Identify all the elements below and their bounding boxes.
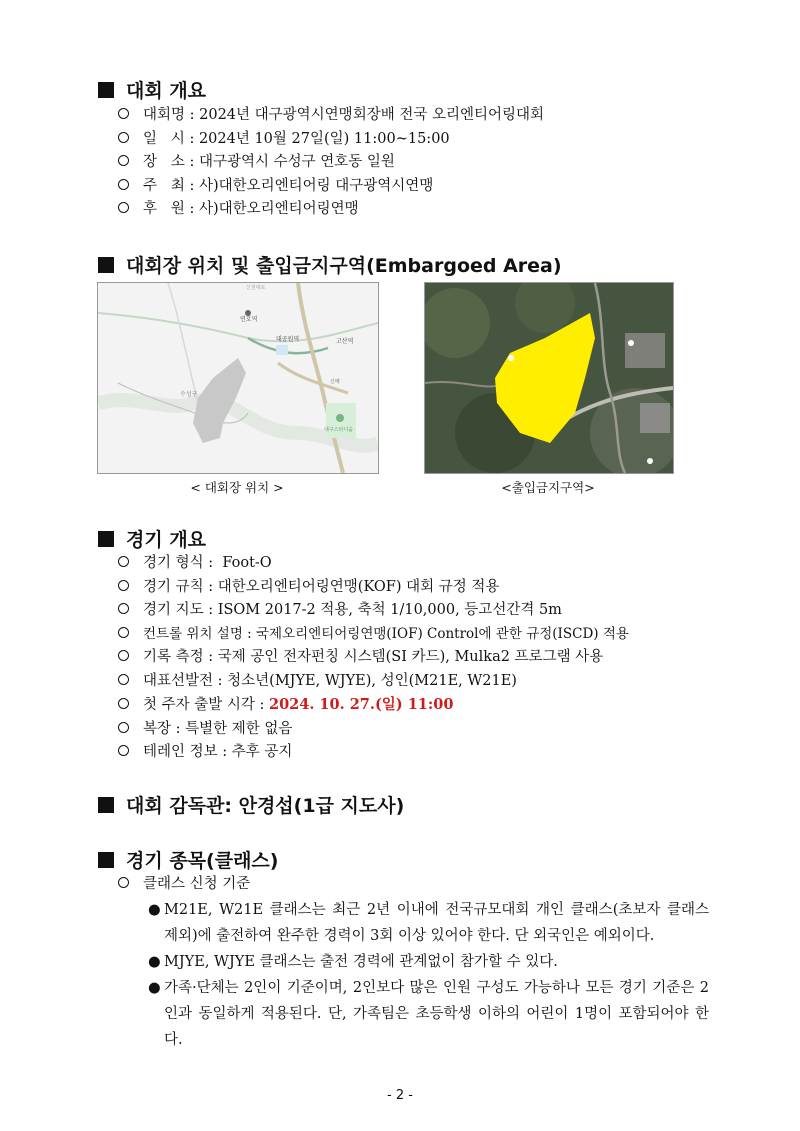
map-label-gosan: 고산역 xyxy=(336,338,354,345)
circle-bullet-icon xyxy=(118,650,129,661)
rule-item: ● 가족·단체는 2인이 기준이며, 2인보다 많은 인원 구성도 가능하나 모든 경기 기준은 2인과 동일하게 적용된다. 단, 가족팀은 초등학생 이하의 어린이 1명이 포함되어야 한다. xyxy=(148,980,709,1048)
section-title-classes: 경기 종목(클래스) xyxy=(98,846,278,873)
overview-list xyxy=(118,104,544,222)
circle-bullet-icon xyxy=(118,603,129,614)
class-rules-list xyxy=(144,897,709,1053)
list-item: 일 시 : 2024년 10월 27일(일) 11:00~15:00 xyxy=(118,128,544,152)
list-item: 후 원 : 사)대한오리엔티어링연맹 xyxy=(118,198,544,222)
circle-bullet-icon xyxy=(118,722,129,733)
map-label-top: 신천대로 xyxy=(246,285,266,291)
square-bullet-icon xyxy=(98,852,114,868)
circle-bullet-icon xyxy=(118,155,129,166)
embargo-map-caption: <출입금지구역> xyxy=(501,480,595,495)
circle-bullet-icon xyxy=(118,132,129,143)
square-bullet-icon xyxy=(98,797,114,813)
list-item: 대회명 : 2024년 대구광역시연맹회장배 전국 오리엔티어링대회 xyxy=(118,104,544,128)
circle-bullet-icon xyxy=(118,698,129,709)
list-item: 복장 : 특별한 제한 없음 xyxy=(118,718,629,742)
list-item: 경기 지도 : ISOM 2017-2 적용, 축척 1/10,000, 등고선간격 5m xyxy=(118,599,629,623)
circle-bullet-icon xyxy=(118,202,129,213)
venue-location-map xyxy=(97,282,379,474)
circle-bullet-icon xyxy=(118,179,129,190)
section-title-location: 대회장 위치 및 출입금지구역(Embargoed Area) xyxy=(98,251,562,278)
rule-item: ● MJYE, WJYE 클래스는 출전 경력에 관계없이 참가할 수 있다. xyxy=(148,954,558,970)
classes-intro-list xyxy=(118,873,250,897)
list-item: 기록 측정 : 국제 공인 전자펀칭 시스템(SI 카드), Mulka2 프로그램 사용 xyxy=(118,646,629,670)
circle-bullet-icon xyxy=(118,627,129,638)
rule-item: ● M21E, W21E 클래스는 최근 2년 이내에 전국규모대회 개인 클래스(초보자 클래스 제외)에 출전하여 완주한 경력이 3회 이상 있어야 한다. 단 외국인은 예외이다. xyxy=(148,902,709,944)
circle-bullet-icon xyxy=(118,556,129,567)
venue-map-caption: < 대회장 위치 > xyxy=(190,480,284,495)
embargoed-area-map xyxy=(424,282,674,474)
list-item: 컨트롤 위치 설명 : 국제오리엔티어링연맹(IOF) Control에 관한 규정(ISCD) 적용 xyxy=(118,623,629,647)
map-label-park: 대공원역 xyxy=(276,336,300,343)
circle-bullet-icon xyxy=(118,745,129,756)
map-label-road: 신매 xyxy=(330,379,340,385)
circle-bullet-icon xyxy=(118,580,129,591)
circle-bullet-icon xyxy=(118,674,129,685)
section-title-supervisor: 대회 감독관: 안경섭(1급 지도사) xyxy=(98,791,404,818)
section-title-overview: 대회 개요 xyxy=(98,76,206,103)
start-time-value: 2024. 10. 27.(일) 11:00 xyxy=(268,696,454,713)
square-bullet-icon xyxy=(98,257,114,273)
list-item: 첫 주자 출발 시각 : 2024. 10. 27.(일) 11:00 xyxy=(118,693,629,718)
list-item: 대표선발전 : 청소년(MJYE, WJYE), 성인(M21E, W21E) xyxy=(118,670,629,694)
circle-bullet-icon xyxy=(118,877,129,888)
list-item: 경기 규칙 : 대한오리엔티어링연맹(KOF) 대회 규정 적용 xyxy=(118,576,629,600)
circle-bullet-icon xyxy=(118,108,129,119)
venue-map-graphic xyxy=(98,283,378,473)
map-label-station: 연호역 xyxy=(240,316,258,323)
square-bullet-icon xyxy=(98,82,114,98)
embargo-map-graphic xyxy=(425,283,673,473)
list-item: 주 최 : 사)대한오리엔티어링 대구광역시연맹 xyxy=(118,175,544,199)
map-label-suseong: 수성구 xyxy=(180,391,198,398)
map-label-stadium: 대구스타디움 xyxy=(324,427,353,433)
section-title-game: 경기 개요 xyxy=(98,525,206,552)
list-item: 클래스 신청 기준 xyxy=(118,873,250,897)
game-list xyxy=(118,552,629,765)
list-item: 테레인 정보 : 추후 공지 xyxy=(118,741,629,765)
page-number: - 2 - xyxy=(387,1088,413,1103)
list-item: 경기 형식 : Foot-O xyxy=(118,552,629,576)
list-item: 장 소 : 대구광역시 수성구 연호동 일원 xyxy=(118,151,544,175)
square-bullet-icon xyxy=(98,531,114,547)
